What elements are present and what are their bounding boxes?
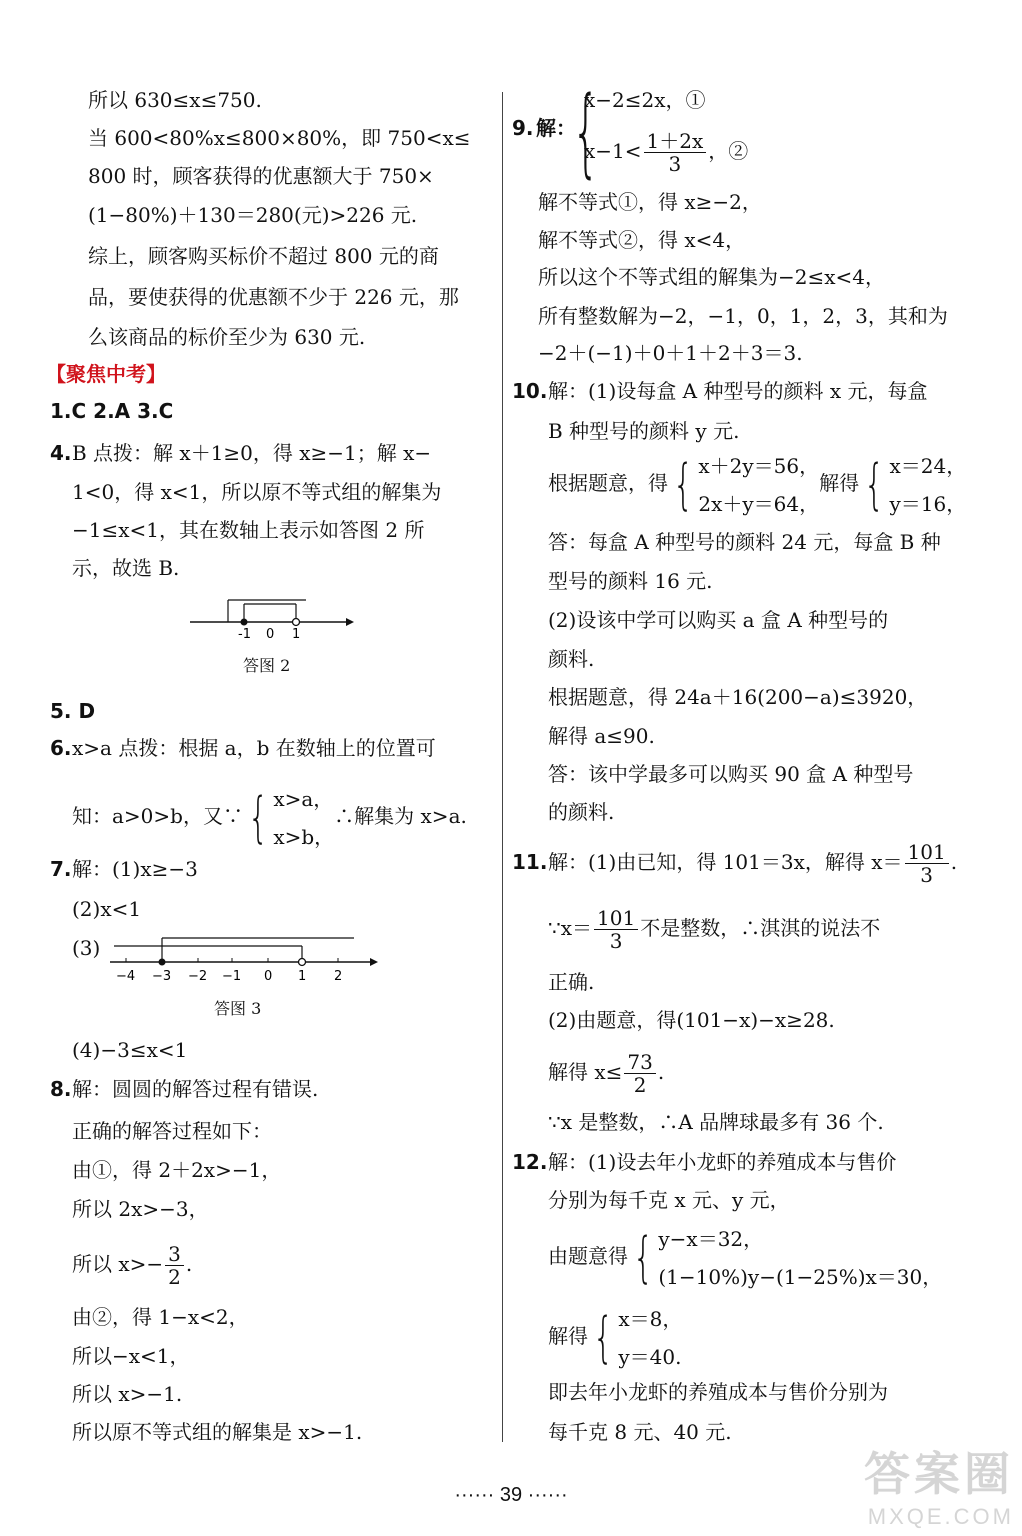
q6-line-with-system [72, 776, 467, 856]
column-divider [502, 92, 503, 1442]
text-line: 型号的颜料 16 元. [548, 569, 713, 593]
system-row: x>a， [273, 786, 334, 811]
system-row: y−x＝32， [658, 1226, 764, 1251]
system-row: 2x＋y＝64， [698, 491, 820, 516]
text-line: 解：圆圆的解答过程有错误. [72, 1077, 319, 1101]
text-line: 么该商品的标价至少为 630 元. [88, 325, 366, 349]
text-line: 示，故选 B. [72, 556, 180, 580]
tick-label: −2 [188, 969, 208, 984]
text: ∴解集为 x>a. [334, 804, 467, 828]
system-row: x＝8， [618, 1306, 683, 1331]
text: ∵x＝ [548, 916, 593, 940]
denominator: 2 [633, 1073, 647, 1097]
system-row-fraction [584, 124, 748, 178]
denominator: 3 [668, 152, 682, 176]
fraction-line [72, 1236, 192, 1292]
section-heading: 【聚焦中考】 [46, 362, 166, 386]
numerator: 73 [624, 1051, 655, 1074]
brace-icon: { [592, 1305, 614, 1369]
text-line: (1−80%)＋130＝280(元)>226 元. [88, 203, 418, 227]
tick-label: 1 [298, 969, 307, 984]
text-line: 解：(1)设每盒 A 种型号的颜料 x 元，每盒 [548, 379, 928, 403]
text-line: 解不等式②，得 x<4， [538, 228, 746, 252]
brace-icon: { [572, 76, 600, 188]
answer-5: 5. D [50, 699, 96, 723]
q10-systems [548, 443, 966, 523]
numerator: 3 [165, 1243, 184, 1266]
fraction [905, 841, 949, 886]
text-line: 根据题意，得 24a＋16(200−a)≤3920， [548, 685, 928, 709]
q11-number: 11. [512, 850, 548, 874]
open-point-icon [299, 959, 306, 966]
text-line: 即去年小龙虾的养殖成本与售价分别为 [548, 1380, 888, 1404]
text-line: 每千克 8 元、40 元. [548, 1420, 732, 1444]
text-line: 综上，顾客购买标价不超过 800 元的商 [88, 244, 439, 268]
watermark [864, 1438, 1014, 1530]
text-line: 解不等式①，得 x≥−2， [538, 190, 762, 214]
system-row: y＝16， [889, 491, 967, 516]
figure-caption: 答图 2 [243, 656, 291, 675]
text-line: 的颜料. [548, 800, 615, 824]
text-line: 分别为每千克 x 元、y 元， [548, 1188, 790, 1212]
equation-system [698, 447, 819, 523]
text-line: ∵x 是整数，∴A 品牌球最多有 36 个. [548, 1110, 884, 1134]
q6-number: 6. [50, 736, 72, 760]
tick-label: −4 [116, 969, 136, 984]
fraction [644, 130, 707, 175]
brace-icon: { [863, 452, 885, 516]
inequality-system [273, 780, 334, 856]
system-row: y＝40. [618, 1344, 682, 1369]
text-line: 正确的解答过程如下： [72, 1119, 272, 1143]
watermark-title: 答案圈 [864, 1448, 1014, 1500]
fraction-line [548, 1044, 664, 1100]
denominator: 3 [920, 863, 933, 887]
text: . [950, 850, 958, 874]
text-line: −1≤x<1，其在数轴上表示如答图 2 所 [72, 518, 425, 542]
text-line: 1<0，得 x<1，所以原不等式组的解集为 [72, 480, 442, 504]
text: . [185, 1252, 193, 1276]
tick-label: 2 [334, 969, 343, 984]
text: . [657, 1060, 665, 1084]
q12-solution [548, 1296, 682, 1376]
text-line: 解得 a≤90. [548, 724, 655, 748]
text-line: 解：(1)设去年小龙虾的养殖成本与售价 [548, 1150, 897, 1174]
text-line: B 点拨：解 x＋1≥0，得 x≥−1；解 x− [72, 441, 432, 465]
text-line: 当 600<80%x≤800×80%，即 750<x≤ [88, 126, 471, 150]
open-point-icon [293, 619, 300, 626]
text: 不是整数，∴淇淇的说法不 [640, 916, 881, 940]
fraction [594, 907, 638, 952]
text-line: 答：每盒 A 种型号的颜料 24 元，每盒 B 种 [548, 530, 941, 554]
text-line: 由①，得 2＋2x>−1， [72, 1158, 282, 1182]
text-line: (3) [72, 936, 101, 960]
system-row: (1−10%)y−(1−25%)x＝30， [658, 1264, 943, 1289]
system-row: x＋2y＝56， [698, 453, 820, 478]
text-line: (2)x<1 [72, 897, 142, 921]
brace-icon: { [632, 1225, 654, 1289]
system-row: x＝24， [889, 453, 967, 478]
fraction [624, 1051, 655, 1096]
q12-system [548, 1216, 942, 1296]
text: 由题意得 [548, 1244, 628, 1268]
closed-point-icon [159, 959, 166, 966]
fraction-line [548, 900, 880, 956]
text-line: x>a 点拨：根据 a，b 在数轴上的位置可 [72, 736, 436, 760]
answers-1-3: 1.C 2.A 3.C [50, 399, 174, 423]
tick-label: −1 [222, 969, 242, 984]
solution-system [618, 1300, 682, 1376]
text: 知：a>0>b，又∵ [72, 804, 243, 828]
number-line-fig3 [106, 932, 382, 984]
q9-number: 9. [512, 116, 534, 140]
text: 解得 [548, 1324, 588, 1348]
text-line: (2)设该中学可以购买 a 盒 A 种型号的 [548, 608, 889, 632]
tick-label: 1 [292, 627, 301, 642]
numerator: 101 [905, 841, 949, 864]
tick-label: −3 [152, 969, 172, 984]
watermark-url: MXQE.COM [867, 1504, 1014, 1529]
fraction [165, 1243, 184, 1288]
system-row: x>b， [273, 824, 335, 849]
text-line: −2＋(−1)＋0＋1＋2＋3＝3. [538, 341, 803, 365]
q7-number: 7. [50, 857, 72, 881]
brace-icon: { [672, 452, 694, 516]
text: 根据题意，得 [548, 471, 668, 495]
closed-point-icon [241, 619, 248, 626]
text-line: 所以 x>−1. [72, 1382, 183, 1406]
solution-system [889, 447, 966, 523]
text-line: 800 时，顾客获得的优惠额大于 750× [88, 164, 434, 188]
tick-label: 0 [264, 969, 273, 984]
text-line: 正确. [548, 970, 595, 994]
text-line: 所以 2x>−3， [72, 1197, 209, 1221]
text-line: 所以−x<1， [72, 1344, 190, 1368]
text: 解得 x≤ [548, 1060, 623, 1084]
text-line: 所有整数解为−2，−1，0，1，2，3，其和为 [538, 304, 948, 328]
fraction-line [548, 834, 957, 890]
q8-number: 8. [50, 1077, 72, 1101]
system-row: x−2≤2x，① [584, 88, 706, 112]
text-line: (2)由题意，得(101−x)−x≥28. [548, 1008, 835, 1032]
text-line: 品，要使获得的优惠额不少于 226 元，那 [88, 285, 459, 309]
text: ，② [708, 139, 749, 163]
numerator: 1＋2x [644, 130, 707, 153]
q10-number: 10. [512, 379, 548, 403]
text: 所以 x>− [72, 1252, 164, 1276]
page-number: ······ 39 ······ [454, 1484, 568, 1506]
q12-number: 12. [512, 1150, 548, 1174]
text-line: 解：(1)x≥−3 [72, 857, 198, 881]
text-line: 所以原不等式组的解集是 x>−1. [72, 1420, 363, 1444]
denominator: 3 [609, 929, 623, 953]
number-line-fig2 [186, 594, 356, 642]
text-line: B 种型号的颜料 y 元. [548, 419, 740, 443]
text-line: 所以 630≤x≤750. [88, 88, 262, 112]
text: 解得 [819, 471, 860, 495]
figure-caption: 答图 3 [214, 999, 262, 1018]
text-line: 所以这个不等式组的解集为−2≤x<4， [538, 265, 886, 289]
q4-number: 4. [50, 441, 72, 465]
brace-icon: { [247, 785, 269, 849]
text: x−1< [584, 139, 642, 163]
text: 解：(1)由已知，得 101＝3x，解得 x＝ [548, 850, 903, 874]
equation-system [658, 1220, 942, 1296]
tick-label: 0 [266, 627, 275, 642]
text-line: 由②，得 1−x<2， [72, 1305, 249, 1329]
answer-label: 解： [536, 116, 576, 140]
text-line: 答：该中学最多可以购买 90 盒 A 种型号 [548, 762, 914, 786]
denominator: 2 [168, 1265, 181, 1289]
text-line: (4)−3≤x<1 [72, 1038, 188, 1062]
tick-label: -1 [238, 627, 251, 642]
text-line: 颜料. [548, 647, 595, 671]
numerator: 101 [594, 907, 638, 930]
